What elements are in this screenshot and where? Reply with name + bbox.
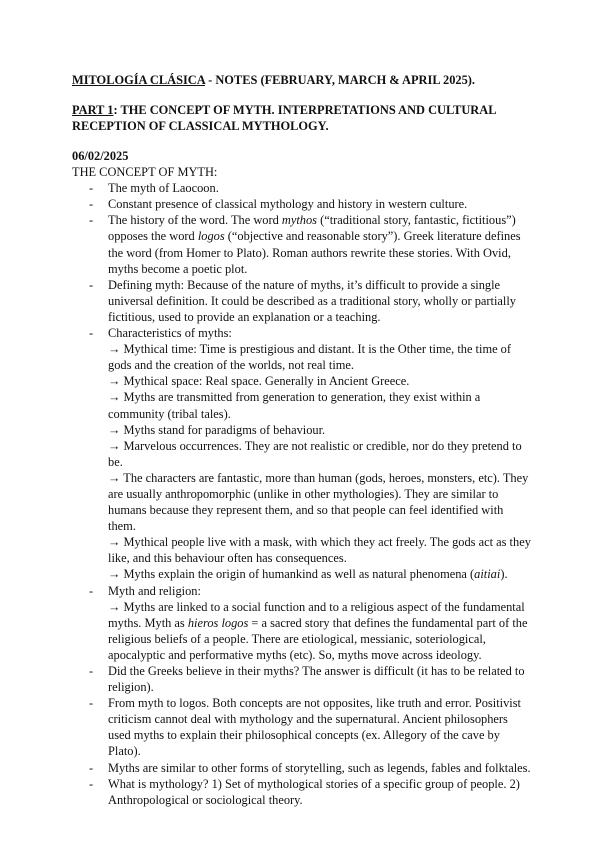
list-item <box>72 663 532 695</box>
dash-bullet: - <box>89 760 94 775</box>
text-run: = a sacred story that defines the fundamental part of the religious beliefs of a people. There are etiological, messianic, soteriological, apocalyptic and performative myths (etc). So, myths move across ideology. <box>108 615 528 662</box>
list-item <box>72 325 532 583</box>
sub-point: → Mythical time: Time is prestigious and distant. It is the Other time, the time of gods and the creation of the worlds, not real time. <box>108 342 511 373</box>
part-heading <box>72 102 532 134</box>
dash-bullet: - <box>89 197 94 212</box>
item-text: Did the Greeks believe in their myths? The answer is difficult (it has to be related to religion). <box>108 664 525 695</box>
text-run: (“traditional story, fantastic, fictitious”) opposes the word <box>108 213 516 244</box>
dash-bullet: - <box>89 213 94 228</box>
notes-list <box>72 180 532 808</box>
item-text: Myths are similar to other forms of storytelling, such as legends, fables and folktales. <box>108 760 531 775</box>
text-run: → Myths explain the origin of humankind as well as natural phenomena ( <box>108 567 475 582</box>
part-label: PART 1 <box>72 103 114 117</box>
sub-point: → Myths are transmitted from generation to generation, they exist within a community (tribal tales). <box>108 390 481 421</box>
dash-bullet: - <box>89 181 94 196</box>
item-text: From myth to logos. Both concepts are not opposites, like truth and error. Positivist criticism cannot deal with mythology and the supernatural. Ancient philosophers used myths to explain their philosophical concepts (ex. Allegory of the cave by Plato). <box>108 696 521 759</box>
list-item <box>72 776 532 808</box>
entry-date: 06/02/2025 <box>72 149 129 163</box>
item-text <box>108 213 521 275</box>
item-text: Defining myth: Because of the nature of myths, it’s difficult to provide a single universal definition. It could be described as a traditional story, wholly or partially fictitious, used to provide an explanation or a teaching. <box>108 277 516 324</box>
list-item <box>72 760 532 776</box>
sub-point <box>108 599 532 663</box>
dash-bullet: - <box>89 326 94 341</box>
list-item <box>72 196 532 212</box>
sub-point: → Marvelous occurrences. They are not realistic or credible, nor do they pretend to be. <box>108 438 522 469</box>
italic-term-hieros-logos: hieros logos <box>187 615 249 630</box>
dash-bullet: - <box>89 696 94 711</box>
item-text: What is mythology? 1) Set of mythological stories of a specific group of people. 2) Anthropological or sociological theory. <box>108 776 520 807</box>
dash-bullet: - <box>89 664 94 678</box>
italic-term-logos: logos <box>197 229 225 244</box>
sub-point: → Myths stand for paradigms of behaviour. <box>108 422 326 437</box>
list-item <box>72 212 532 276</box>
list-item <box>72 180 532 196</box>
section-heading: THE CONCEPT OF MYTH: <box>72 165 218 180</box>
item-text: Myth and religion: <box>108 583 201 598</box>
list-item <box>72 695 532 759</box>
part-title: : THE CONCEPT OF MYTH. INTERPRETATIONS AND CULTURAL RECEPTION OF CLASSICAL MYTHOLOGY. <box>72 103 496 133</box>
item-text: Constant presence of classical mythology and history in western culture. <box>108 197 468 212</box>
italic-term-mythos: mythos <box>281 213 318 228</box>
text-run: → Myths are linked to a social function and to a religious aspect of the fundamental myths. Myth as <box>108 599 525 630</box>
list-item <box>72 583 532 663</box>
text-run: ). <box>500 567 508 582</box>
list-item <box>72 277 532 325</box>
text-run: The history of the word. The word <box>108 213 282 228</box>
item-text: The myth of Laocoon. <box>108 181 219 196</box>
sub-point <box>108 566 532 582</box>
dash-bullet: - <box>89 776 94 791</box>
text-run: (“objective and reasonable story”). Greek literature defines the word (from Homer to Plato). Roman authors rewrite these stories. With Ovid, myths become a poetic plot. <box>108 229 521 276</box>
course-title: MITOLOGÍA CLÁSICA <box>72 73 206 87</box>
item-text: Characteristics of myths: <box>108 326 232 341</box>
title-suffix: - NOTES (FEBRUARY, MARCH & APRIL 2025). <box>205 73 476 87</box>
sub-point: → Mythical space: Real space. Generally in Ancient Greece. <box>108 374 410 389</box>
sub-point: → Mythical people live with a mask, with which they act freely. The gods act as they like, and this behaviour often has consequences. <box>108 535 531 566</box>
dash-bullet: - <box>89 583 94 598</box>
document-page <box>72 72 532 808</box>
dash-bullet: - <box>89 277 94 292</box>
document-title <box>72 72 532 88</box>
italic-term-aitiai: aitiai <box>474 567 501 582</box>
sub-point: → The characters are fantastic, more than human (gods, heroes, monsters, etc). They are usually anthropomorphic (unlike in other mythologies). They are similar to humans because they represent them, and so that people can feel identified with them. <box>108 470 529 534</box>
